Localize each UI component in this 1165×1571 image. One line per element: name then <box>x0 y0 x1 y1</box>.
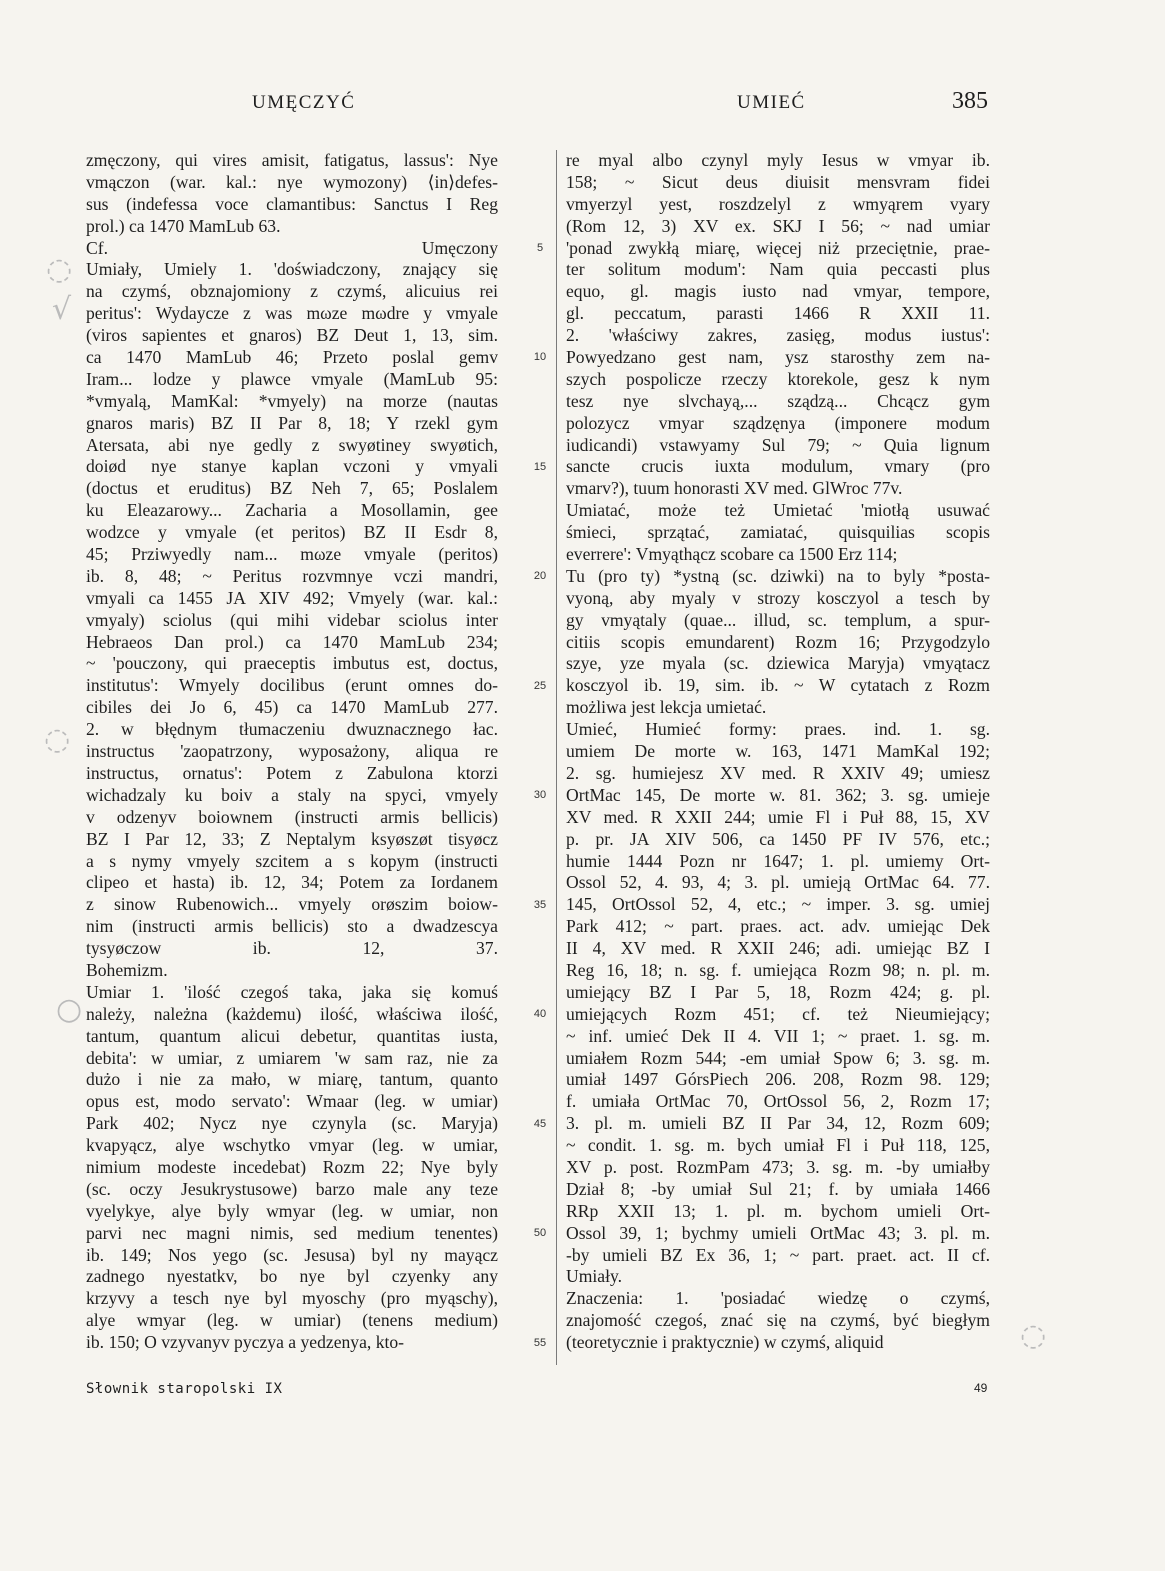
text-line: (Rom 12, 3) XV ex. SKJ I 56; ~ nad umiar <box>566 215 990 236</box>
text-line: 45; Prziwyedly nam... mωze vmyale (peritos) <box>86 544 498 565</box>
text-line: krzyvy a tesch nye byl myoschy (pro myąschy), <box>86 1288 498 1309</box>
text-line: Cf. Umęczony <box>86 237 498 258</box>
margin-check-mark: √ <box>52 292 72 327</box>
text-line: Park 402; Nycz nye czynyla (sc. Maryja) <box>86 1113 498 1134</box>
text-line: gl. peccatum, parasti 1466 R XXII 11. <box>566 303 990 324</box>
text-line: v odzenyv boiownem (instructi armis bellicis) <box>86 806 498 827</box>
text-line: clipeo et hasta) ib. 12, 34; Potem za Iordanem <box>86 872 498 893</box>
text-line: kosczyol ib. 19, sim. ib. ~ W cytatach z Rozm <box>566 675 990 696</box>
text-line: możliwa jest lekcja umietać. <box>566 697 767 718</box>
text-line: Umiatać, może też Umietać 'miotłą usuwać <box>566 500 990 521</box>
text-line: vmączon (war. kal.: nye wymozony) ⟨in⟩defes- <box>86 171 498 192</box>
margin-circle-mark: ○ <box>56 992 83 1027</box>
text-line: OrtMac 145, De morte w. 81. 362; 3. sg. umieje <box>566 784 990 805</box>
text-line: 3. pl. m. umieli BZ II Par 34, 12, Rozm 609; <box>566 1113 990 1134</box>
text-line: sus (indefessa voce clamantibus: Sanctus I Reg <box>86 193 498 214</box>
text-line: nimium modeste incedebat) Rozm 22; Nye byly <box>86 1156 498 1177</box>
text-line: gnaros maris) BZ II Par 8, 18; Y rzekl gym <box>86 412 498 433</box>
line-number: 55 <box>533 1336 547 1349</box>
text-line: nim (instructi armis bellicis) sto a dwadzescya <box>86 916 498 937</box>
text-line: alye wmyar (leg. w umiar) (tenens medium) <box>86 1310 498 1331</box>
text-line: umiejący BZ I Par 5, 18, Rozm 424; g. pl. <box>566 981 990 1002</box>
text-line: ib. 8, 48; ~ Peritus rozvmnye vczi mandri, <box>86 565 498 586</box>
line-number: 45 <box>533 1117 547 1130</box>
text-line: umiejących Rozm 451; cf. też Nieumiejący; <box>566 1003 990 1024</box>
column-divider <box>556 150 557 1365</box>
text-line: na czymś, obznajomiony z czymś, alicuius rei <box>86 281 498 302</box>
text-line: 158; ~ Sicut deus diuisit mensvram fidei <box>566 171 990 192</box>
line-number: 30 <box>533 789 547 802</box>
text-line: (teoretycznie i praktycznie) w czymś, aliquid <box>566 1332 884 1353</box>
margin-circle-mark: ◌ <box>1020 1318 1047 1353</box>
right-column <box>566 150 990 1354</box>
text-line: polozycz vmyar sządzęnya (imponere modum <box>566 412 990 433</box>
text-line: instructus 'zaopatrzony, wyposażony, aliqua re <box>86 741 498 762</box>
text-line: peritus': Wydaycze z was mωze mωdre y vmyale <box>86 303 498 324</box>
text-line: ter solitum modum': Nam quia peccasti plus <box>566 259 990 280</box>
text-line: tantum, quantum alicui debetur, quantitas iusta, <box>86 1025 498 1046</box>
text-line: 2. 'właściwy zakres, zasięg, modus iustus': <box>566 325 990 346</box>
text-line: vmyaly) sciolus (qui mihi videbar sciolus inter <box>86 609 498 630</box>
text-line: Dział 8; -by umiał Sul 21; f. by umiała 1466 <box>566 1178 990 1199</box>
text-line: *vmyalą, MamKal: *vmyely) na morze (nautas <box>86 390 498 411</box>
text-line: dużo i nie za mało, w miarę, tantum, quanto <box>86 1069 498 1090</box>
text-line: vyelykye, alye byly wmyar (leg. w umiar, non <box>86 1200 498 1221</box>
margin-circle-mark: ◌ <box>46 252 73 287</box>
text-line: prol.) ca 1470 MamLub 63. <box>86 215 281 236</box>
margin-circle-mark: ◌ <box>44 722 71 757</box>
text-line: z sinow Rubenowich... vmyely orøszim boiow- <box>86 894 498 915</box>
text-line: Powyedzano gest nam, ysz starosthy zem na- <box>566 347 990 368</box>
text-line: zadnego nyestatkv, bo nye byl czyenky any <box>86 1266 498 1287</box>
text-line: Umiar 1. 'ilość czegoś taka, jaka się komuś <box>86 981 498 1002</box>
text-line: Bohemizm. <box>86 959 168 980</box>
text-line: Umieć, Humieć formy: praes. ind. 1. sg. <box>566 719 990 740</box>
text-line: vyoną, aby myaly v strozy kosczyol a tesch by <box>566 587 990 608</box>
footer-signature: 49 <box>974 1381 988 1395</box>
text-line: opus est, modo servato': Wmaar (leg. w umiar) <box>86 1091 498 1112</box>
left-column <box>86 150 498 1354</box>
text-line: Atersata, abi nye gedly z swyøtiney swyøtich, <box>86 434 498 455</box>
text-line: equo, gl. magis iusto nad vmyar, tempore, <box>566 281 990 302</box>
text-line: wodzce y vmyale (et peritos) BZ II Esdr 8, <box>86 522 498 543</box>
text-line: Ossol 39, 1; bychmy umieli OrtMac 43; 3. pl. m. <box>566 1222 990 1243</box>
text-line: 2. sg. humiejesz XV med. R XXIV 49; umiesz <box>566 762 990 783</box>
text-line: institutus': Wmyely docilibus (erunt omnes do- <box>86 675 498 696</box>
text-line: instructus, ornatus': Potem z Zabulona ktorzi <box>86 762 498 783</box>
text-line: cibiles dei Jo 6, 45) ca 1470 MamLub 277. <box>86 697 498 718</box>
text-line: wichadzaly ku boiv a staly na spyci, vmyely <box>86 784 498 805</box>
text-line: f. umiała OrtMac 70, OrtOssol 56, 2, Rozm 17; <box>566 1091 990 1112</box>
text-line: debita': w umiar, z umiarem 'w sam raz, nie za <box>86 1047 498 1068</box>
text-line: II 4, XV med. R XXII 246; adi. umiejąc BZ I <box>566 938 990 959</box>
text-line: vmyerzyl yest, roszdzelyl z wmyąrem vyary <box>566 193 990 214</box>
line-number: 35 <box>533 898 547 911</box>
text-line: umiał 1497 GórsPiech 206. 208, Rozm 98. 129; <box>566 1069 990 1090</box>
text-line: ~ 'pouczony, qui praeceptis imbutus est, doctus, <box>86 653 498 674</box>
text-line: szych pospolicze rzeczy ktorekole, gesz k nym <box>566 368 990 389</box>
text-line: ku Eleazarowy... Zacharia a Mosollamin, gee <box>86 500 498 521</box>
text-line: umiałem Rozm 544; -em umiał Spow 6; 3. sg. m. <box>566 1047 990 1068</box>
line-number: 50 <box>533 1227 547 1240</box>
line-number: 10 <box>533 351 547 364</box>
text-line: umiem De morte w. 163, 1471 MamKal 192; <box>566 741 990 762</box>
text-line: parvi nec magni nimis, sed medium tenentes) <box>86 1222 498 1243</box>
text-line: 'ponad zwykłą miarę, więcej niż przeciętnie, prae- <box>566 237 990 258</box>
line-number: 5 <box>536 241 544 254</box>
page-number: 385 <box>952 88 988 114</box>
text-line: szye, yze myala (sc. dziewica Maryja) vmyątacz <box>566 653 990 674</box>
text-line: Ossol 52, 4. 93, 4; 3. pl. umieją OrtMac 64. 77. <box>566 872 990 893</box>
text-line: śmieci, sprzątać, zamiatać, quisquilias scopis <box>566 522 990 543</box>
text-line: tesz nye slvchayą,... sządzą... Chcącz gym <box>566 390 990 411</box>
text-line: kvapyącz, alye wschytko vmyar (leg. w umiar, <box>86 1135 498 1156</box>
text-line: XV p. post. RozmPam 473; 3. sg. m. -by umiałby <box>566 1156 990 1177</box>
text-line: a s nymy vmyely szcitem a s kopym (instructi <box>86 850 498 871</box>
text-line: (doctus et eruditus) BZ Neh 7, 65; Poslalem <box>86 478 498 499</box>
text-line: citiis scopis emundarent) Rozm 16; Przygodzylo <box>566 631 990 652</box>
text-line: doiød nye stanye kaplan vczoni y vmyali <box>86 456 498 477</box>
footer-title: Słownik staropolski IX <box>86 1381 283 1397</box>
text-line: ca 1470 MamLub 46; Przeto poslal gemv <box>86 347 498 368</box>
line-number: 40 <box>533 1008 547 1021</box>
text-line: ib. 150; O vzyvanyv pyczya a yedzenya, kto- <box>86 1332 405 1353</box>
text-line: sancte crucis iuxta modulum, vmary (pro <box>566 456 990 477</box>
text-line: (sc. oczy Jesukrystusowe) barzo male any teze <box>86 1178 498 1199</box>
running-head-right: UMIEĆ <box>737 92 806 113</box>
text-line: zmęczony, qui vires amisit, fatigatus, lassus': Nye <box>86 150 498 170</box>
text-line: humie 1444 Pozn nr 1647; 1. pl. umiemy Ort- <box>566 850 990 871</box>
text-line: iudicandi) vstawyamy Sul 79; ~ Quia lignum <box>566 434 990 455</box>
text-line: BZ I Par 12, 33; Z Neptalym ksyøszøt tisyøcz <box>86 828 498 849</box>
text-line: Iram... lodze y plawce vmyale (MamLub 95: <box>86 368 498 389</box>
text-line: re myal albo czynyl myly Iesus w vmyar ib. <box>566 150 990 170</box>
text-line: XV med. R XXII 244; umie Fl i Puł 88, 15, XV <box>566 806 990 827</box>
text-line: (viros sapientes et gnaros) BZ Deut 1, 13, sim. <box>86 325 498 346</box>
text-line: vmarv?), tuum honorasti XV med. GlWroc 77v. <box>566 478 903 499</box>
text-line: 2. w błędnym tłumaczeniu dwuznacznego łac. <box>86 719 498 740</box>
running-head-left: UMĘCZYĆ <box>252 92 356 113</box>
text-line: Umiały. <box>566 1266 623 1287</box>
text-line: Reg 16, 18; n. sg. f. umiejąca Rozm 98; n. pl. m. <box>566 959 990 980</box>
text-line: gy vmyątaly (quae... illud, sc. templum, a spur- <box>566 609 990 630</box>
line-number: 25 <box>533 679 547 692</box>
text-line: vmyali ca 1455 JA XIV 492; Vmyely (war. kal.: <box>86 587 498 608</box>
text-line: Park 412; ~ part. praes. act. adv. umiejąc Dek <box>566 916 990 937</box>
text-line: należy, należna (każdemu) ilość, właściwa ilość, <box>86 1003 498 1024</box>
text-line: Tu (pro ty) *ystną (sc. dziwki) na to byly *posta- <box>566 565 990 586</box>
text-line: 145, OrtOssol 52, 4, etc.; ~ imper. 3. sg. umiej <box>566 894 990 915</box>
text-line: tysyøczow ib. 12, 37. <box>86 938 498 959</box>
text-line: ib. 149; Nos yego (sc. Jesusa) byl ny mayącz <box>86 1244 498 1265</box>
text-line: -by umieli BZ Ex 36, 1; ~ part. praet. act. II cf. <box>566 1244 990 1265</box>
text-line: ~ condit. 1. sg. m. bych umiał Fl i Puł 118, 125, <box>566 1135 990 1156</box>
text-line: p. pr. JA XIV 506, ca 1450 PF IV 576, etc.; <box>566 828 990 849</box>
line-number: 20 <box>533 570 547 583</box>
text-line: ~ inf. umieć Dek II 4. VII 1; ~ praet. 1. sg. m. <box>566 1025 990 1046</box>
text-line: Hebraeos Dan prol.) ca 1470 MamLub 234; <box>86 631 498 652</box>
text-line: RRp XXII 13; 1. pl. m. bychom umieli Ort- <box>566 1200 990 1221</box>
line-number: 15 <box>533 460 547 473</box>
text-line: znajomość czegoś, znać się na czymś, być biegłym <box>566 1310 990 1331</box>
text-line: Umiały, Umiely 1. 'doświadczony, znający się <box>86 259 498 280</box>
text-line: everrere': Vmyąthącz scobare ca 1500 Erz 114; <box>566 544 898 565</box>
text-line: Znaczenia: 1. 'posiadać wiedzę o czymś, <box>566 1288 990 1309</box>
